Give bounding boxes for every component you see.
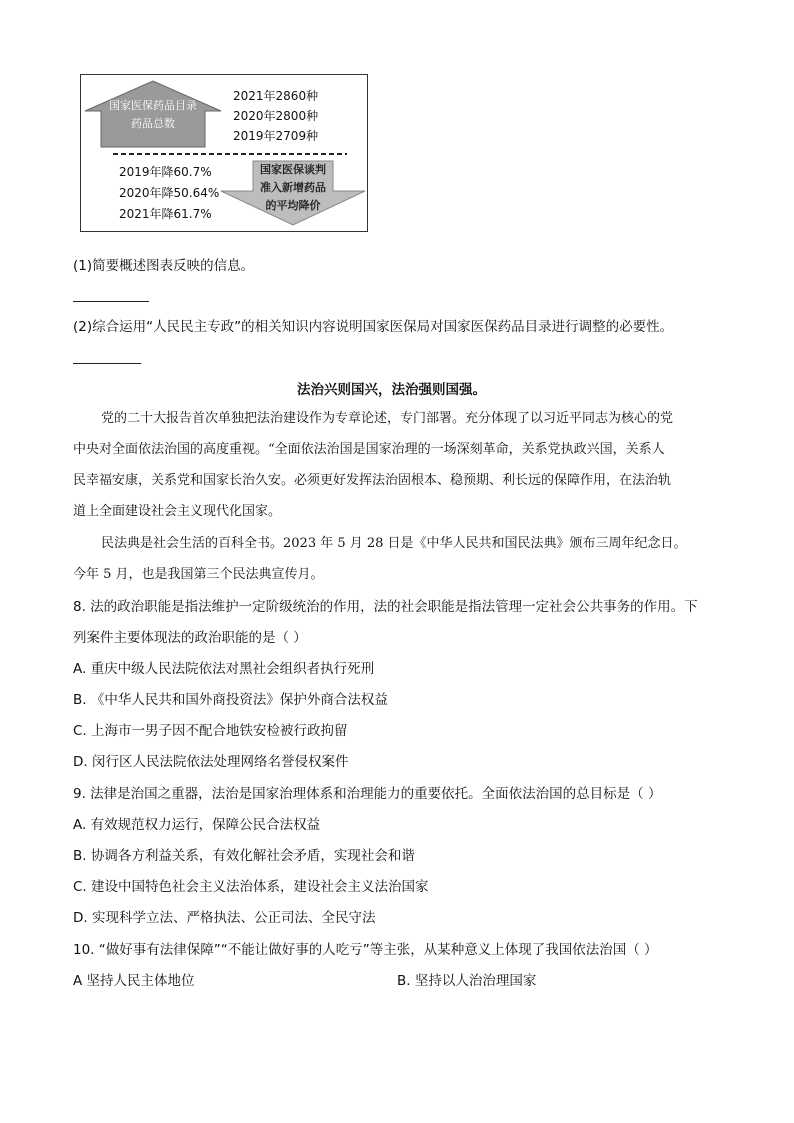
down-arrow-label-line: 的平均降价 [265,199,321,212]
q9-option-a[interactable]: A. 有效规范权力运行，保障公民合法权益 [73,817,321,833]
passage-line: 中央对全面依法治国的高度重视。“全面依法治国是国家治理的一场深刻革命，关系党执政兴国，关系人 [73,442,665,457]
q8-option-a[interactable]: A. 重庆中级人民法院依法对黑社会组织者执行死刑 [73,661,375,677]
up-arrow-label-line: 国家医保药品目录 [109,99,197,112]
passage-line: 今年 5 月，也是我国第三个民法典宣传月。 [73,567,324,582]
total-2019: 2019年2709种 [233,129,319,143]
up-arrow-label [103,97,203,133]
q8-stem-line: 8. 法的政治职能是指法维护一定阶级统治的作用，法的社会职能是指法管理一定社会公共事务的作用。下 [73,599,698,615]
answer-line-1[interactable] [73,301,149,302]
drug-list-figure [80,74,368,232]
decline-2021: 2021年降61.7% [119,207,212,221]
passage-line: 民幸福安康，关系党和国家长治久安。必须更好发挥法治固根本、稳预期、利长远的保障作用，在法治轨 [73,473,672,488]
q8-option-b[interactable]: B. 《中华人民共和国外商投资法》保护外商合法权益 [73,692,388,708]
up-arrow-label-line: 药品总数 [131,117,175,130]
q9-option-d[interactable]: D. 实现科学立法、严格执法、公正司法、全民守法 [73,910,376,926]
q9-stem: 9. 法律是治国之重器，法治是国家治理体系和治理能力的重要依托。全面依法治国的总目标是（ ） [73,786,662,802]
q8-option-c[interactable]: C. 上海市一男子因不配合地铁安检被行政拘留 [73,723,348,739]
question-1: (1)简要概述图表反映的信息。 [73,258,255,274]
q9-option-c[interactable]: C. 建设中国特色社会主义法治体系，建设社会主义法治国家 [73,879,429,895]
down-arrow-label-line: 国家医保谈判 [260,163,326,176]
down-arrow-label [245,161,341,215]
decline-2020: 2020年降50.64% [119,186,220,200]
passage-line: 道上全面建设社会主义现代化国家。 [73,504,282,519]
passage-line: 党的二十大报告首次单独把法治建设作为专章论述，专门部署。充分体现了以习近平同志为核心的党 [101,411,674,426]
q8-stem-line: 列案件主要体现法的政治职能的是（ ） [73,630,307,646]
q10-stem: 10. “做好事有法律保障”“不能让做好事的人吃亏”等主张，从某种意义上体现了我国依法治国（ ） [73,942,658,958]
passage-title: 法治兴则国兴，法治强则国强。 [297,382,486,398]
q8-option-d[interactable]: D. 闵行区人民法院依法处理网络名誉侵权案件 [73,754,349,770]
q9-option-b[interactable]: B. 协调各方利益关系，有效化解社会矛盾，实现社会和谐 [73,848,415,864]
down-arrow-label-line: 准入新增药品 [260,181,326,194]
q10-option-a[interactable]: A 坚持人民主体地位 [73,973,195,989]
decline-2019: 2019年降60.7% [119,165,212,179]
passage-line: 民法典是社会生活的百科全书。2023 年 5 月 28 日是《中华人民共和国民法典》颁布三周年纪念日。 [101,536,687,551]
question-2: (2)综合运用“人民民主专政”的相关知识内容说明国家医保局对国家医保药品目录进行调整的必要性。 [73,319,674,335]
q10-option-b[interactable]: B. 坚持以人治治理国家 [397,973,537,989]
total-2020: 2020年2800种 [233,109,319,123]
answer-line-2[interactable] [73,363,141,364]
total-2021: 2021年2860种 [233,89,319,103]
